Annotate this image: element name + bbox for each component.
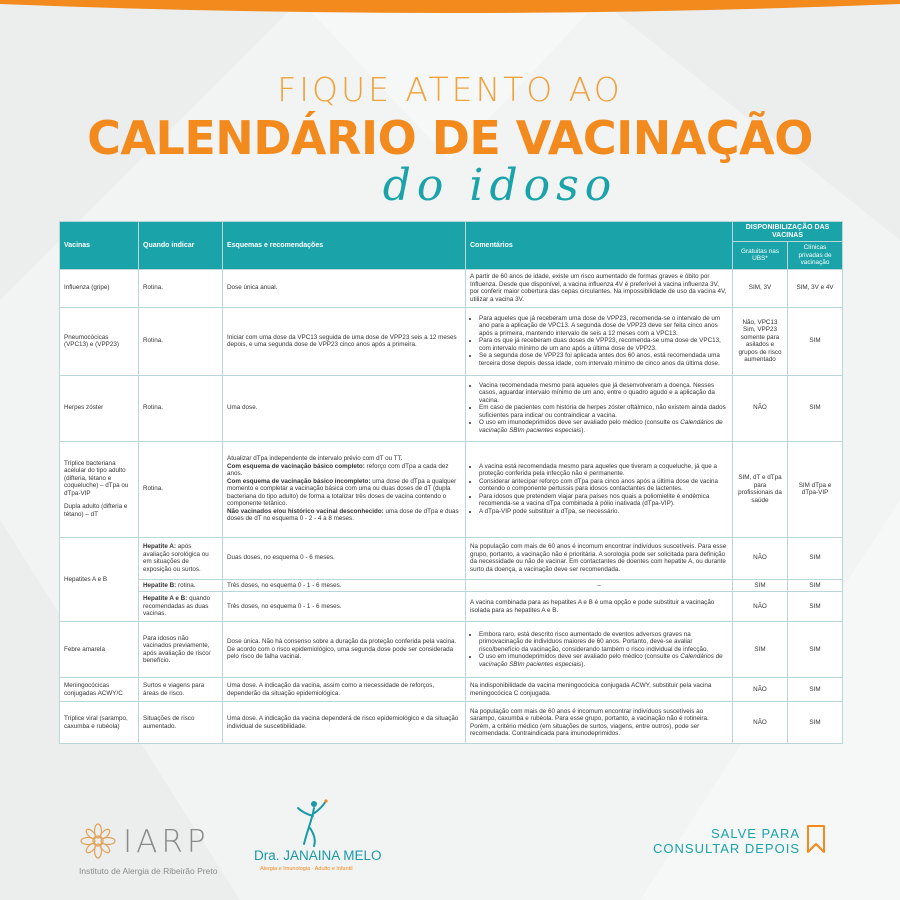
- comment-text: O uso em imunodeprimidos deve ser avaliado pelo médico (consulte os: [479, 653, 681, 661]
- scheme-text: uma dose de dTpa a qualquer momento e completar a vacinação básica com uma ou duas doses de dT (dupla bacteriana do tipo adulto) de forma a totalizar três doses de vacina contendo o componente tetânico.: [227, 477, 457, 508]
- header-comentarios: Comentários: [466, 222, 733, 270]
- header-disponibilizacao: DISPONIBILIZAÇÃO DAS VACINAS: [733, 222, 843, 242]
- table-row: [60, 375, 843, 441]
- vaccine-name-triplice: Tríplice bacteriana acelular do tipo adulto (difteria, tétano e coqueluche) – dTpa ou dTpa-VIP: [64, 459, 129, 497]
- ubs-availability: NÃO: [733, 592, 788, 622]
- scheme-line: [227, 478, 461, 508]
- clinic-availability: SIM: [788, 592, 843, 622]
- scheme-label: Com esquema de vacinação básico incompleto:: [227, 477, 371, 485]
- comment-bullet: • Para os que já receberam duas doses de VPP23, recomenda-se uma dose de VPC13, com intervalo mínimo de um ano após a última dose de VPP23.: [479, 337, 728, 352]
- table-row: [60, 678, 843, 702]
- ubs-availability: SIM: [733, 579, 788, 592]
- indication-label: Hepatite A:: [143, 543, 177, 550]
- clinic-availability: SIM dTpa e dTpa-VIP: [788, 441, 843, 537]
- vaccine-name: Herpes zóster: [60, 375, 139, 441]
- ubs-availability: Não, VPC13 Sim, VPP23 somente para asilados e grupos de risco aumentado: [733, 307, 788, 375]
- scheme: Três doses, no esquema 0 - 1 - 6 meses.: [223, 592, 466, 622]
- comment: [466, 441, 733, 537]
- table-row: [60, 579, 843, 592]
- page-header: [0, 70, 900, 210]
- indication: Rotina.: [139, 307, 223, 375]
- indication: Situações de risco aumentado.: [139, 702, 223, 744]
- indication-text: rotina.: [176, 581, 196, 589]
- comment: Na população com mais de 60 anos é incomum encontrar indivíduos suscetíveis ao sarampo, caxumba e rubéola. Para esse grupo, portanto, a vacinação não é rotineira. Porém, a critério médico (em situações de surtos, viagens, entre outros), pode ser recomendada. Contraindicada para imunodeprimidos.: [466, 702, 733, 744]
- comment: –: [466, 579, 733, 592]
- indication: [139, 579, 223, 592]
- comment-bullet: • Para aqueles que já receberam uma dose de VPP23, recomenda-se o intervalo de um ano para a aplicação de VPC13. A segunda dose de VPP23 deve ser feita cinco anos após a primeira, mantendo intervalo de seis a 12 meses com a VPC13.: [479, 315, 728, 338]
- ubs-availability: NÃO: [733, 702, 788, 744]
- save-line-1: SALVE PARA: [711, 826, 800, 841]
- clinic-availability: SIM, 3V e 4V: [788, 269, 843, 307]
- comment-bullet: • Embora raro, está descrito risco aumentado de eventos adversos graves na primovacinação de indivíduos maiores de 60 anos. Portanto, deve-se avaliar risco/benefício da vacinação, considerando também o risco individual de infecção.: [479, 631, 728, 654]
- dra-name: Dra. JANAINA MELO: [254, 848, 382, 863]
- clinic-availability: SIM: [788, 702, 843, 744]
- iarp-wordmark: IARP: [123, 824, 210, 860]
- comment-text: ).: [581, 660, 586, 668]
- clinic-availability: SIM: [788, 537, 843, 579]
- comment: [466, 375, 733, 441]
- dra-specialty: Alergia e Imunologia · Adulto e Infantil: [260, 866, 353, 872]
- table-row: [60, 307, 843, 375]
- comment: [466, 622, 733, 678]
- comment-bullet: • Se a segunda dose de VPP23 foi aplicada antes dos 60 anos, está recomendada uma terceira dose depois dessa idade, com intervalo mínimo de cinco anos da última dose.: [479, 352, 728, 367]
- header-clinicas: Clínicas privadas de vacinação: [788, 242, 843, 270]
- comment-text: ).: [581, 426, 586, 434]
- comment-bullet: • A dTpa-VIP pode substituir a dTpa, se necessário.: [479, 508, 728, 516]
- indication: Rotina.: [139, 269, 223, 307]
- comment-bullet: [479, 653, 728, 668]
- indication-text: após avaliação sorológica ou em situações de exposição ou surtos.: [143, 543, 209, 573]
- clinic-availability: SIM: [788, 375, 843, 441]
- indication-label: Hepatite B:: [143, 581, 177, 589]
- comment: Na população com mais de 60 anos é incomum encontrar indivíduos suscetíveis. Para esse grupo, portanto, a vacinação não é prioritária. A sorologia pode ser solicitada para definição da necessidade ou não de vacinar. Em contactantes de doentes com hepatite A, ou durante surto da doença, a vacinação deve ser recomendada.: [466, 537, 733, 579]
- scheme: Três doses, no esquema 0 - 1 - 6 meses.: [223, 579, 466, 592]
- scheme: Iniciar com uma dose da VPC13 seguida de uma dose de VPP23 seis a 12 meses depois, e uma segunda dose de VPP23 cinco anos após a primeira.: [223, 307, 466, 375]
- ubs-availability: NÃO: [733, 537, 788, 579]
- vaccine-name-dupla: Dupla adulto (difteria e tétano) – dT: [64, 503, 128, 518]
- header-esquemas: Esquemas e recomendações: [223, 222, 466, 270]
- clinic-availability: SIM: [788, 307, 843, 375]
- vaccine-name: Meningocócicas conjugadas ACWY/C: [60, 678, 139, 702]
- comment-bullet: • Em caso de pacientes com história de herpes zóster oftálmico, não existem ainda dados suficientes para indicar ou contraindicar a vacina.: [479, 404, 728, 419]
- header-vacinas: Vacinas: [60, 222, 139, 270]
- scheme: Uma dose. A indicação da vacina, assim como a necessidade de reforços, dependerão da situação epidemiológica.: [223, 678, 466, 702]
- comment-bullet: • Considerar antecipar reforço com dTpa para cinco anos após a última dose de vacina contendo o componente pertussis para idosos contactantes de lactentes.: [479, 478, 728, 493]
- comment-reference: Calendários de vacinação SBIm pacientes especiais: [479, 653, 723, 668]
- ubs-availability: SIM, dT e dTpa para profissionais da saúde: [733, 441, 788, 537]
- scheme: Uma dose.: [223, 375, 466, 441]
- scheme-line: [227, 463, 461, 478]
- table-row: [60, 622, 843, 678]
- footer: [0, 790, 900, 900]
- comment-bullet: [479, 419, 728, 434]
- scheme: Uma dose. A indicação da vacina dependerá de risco epidemiológico e da situação individual de suscetibilidade.: [223, 702, 466, 744]
- vaccination-table: [59, 221, 842, 744]
- vaccine-name: Hepatites A e B: [60, 537, 139, 622]
- ubs-availability: SIM, 3V: [733, 269, 788, 307]
- table-row: [60, 269, 843, 307]
- comment-reference: Calendários de vacinação SBIm pacientes especiais: [479, 419, 723, 434]
- comment: [466, 307, 733, 375]
- comment-bullet: • A vacina está recomendada mesmo para aqueles que tiveram a coqueluche, já que a proteção conferida pela infecção não é permanente.: [479, 463, 728, 478]
- vaccine-name: [60, 441, 139, 537]
- vaccine-name: Tríplice viral (sarampo, caxumba e rubéola): [60, 702, 139, 744]
- scheme-label: Não vacinados e/ou histórico vacinal desconhecido:: [227, 507, 384, 515]
- title-line-1: FIQUE ATENTO AO: [277, 70, 623, 109]
- table-row: [60, 702, 843, 744]
- indication-label: Hepatite A e B:: [143, 595, 188, 603]
- scheme-line: Atualizar dTpa independente de intervalo prévio com dT ou TT.: [227, 455, 403, 463]
- indication-text: quando recomendadas as duas vacinas.: [143, 595, 211, 618]
- indication: Para idosos não vacinados previamente, após avaliação de risco/ benefício.: [139, 622, 223, 678]
- indication: [139, 592, 223, 622]
- scheme-text: uma dose de dTpa e duas doses de dT no esquema 0 - 2 - 4 a 8 meses.: [227, 507, 459, 523]
- indication: Rotina.: [139, 375, 223, 441]
- save-line-2: CONSULTAR DEPOIS: [653, 841, 800, 856]
- clinic-availability: SIM: [788, 678, 843, 702]
- vaccine-name: Pneumocócicas (VPC13) e (VPP23): [60, 307, 139, 375]
- comment: A vacina combinada para as hepatites A e B é uma opção e pode substituir a vacinação isolada para as hepatites A e B.: [466, 592, 733, 622]
- scheme: Duas doses, no esquema 0 - 6 meses.: [223, 537, 466, 579]
- comment-bullet: • Para idosos que pretendem viajar para países nos quais a poliomielite é endêmica recomenda-se a vacina dTpa combinada à pólio inativada (dTpa-VIP).: [479, 493, 728, 508]
- scheme: [223, 441, 466, 537]
- save-note: [640, 826, 800, 856]
- scheme-line: [227, 508, 461, 523]
- comment-bullet: • Vacina recomendada mesmo para aqueles que já desenvolveram a doença. Nesses casos, aguardar intervalo mínimo de um ano, entre o quadro agudo e a aplicação da vacina.: [479, 382, 728, 405]
- ubs-availability: NÃO: [733, 678, 788, 702]
- scheme-label: Com esquema de vacinação básico completo:: [227, 462, 365, 470]
- title-line-3: do idoso: [382, 160, 618, 211]
- scheme: Dose única anual.: [223, 269, 466, 307]
- indication: Surtos e viagens para áreas de risco.: [139, 678, 223, 702]
- comment: Na indisponibilidade da vacina meningocócica conjugada ACWY, substituir pela vacina meningocócica C conjugada.: [466, 678, 733, 702]
- clinic-availability: SIM: [788, 579, 843, 592]
- header-quando: Quando indicar: [139, 222, 223, 270]
- scheme-text: reforço com dTpa a cada dez anos.: [227, 462, 449, 478]
- vaccine-name: Febre amarela: [60, 622, 139, 678]
- indication: [139, 537, 223, 579]
- scheme: Dose única. Não há consenso sobre a duração da proteção conferida pela vacina. De acordo com o risco epidemiológico, uma segunda dose pode ser considerada pelo risco de falha vacinal.: [223, 622, 466, 678]
- dra-figure-logo-icon: [292, 798, 332, 848]
- title-line-2: CALENDÁRIO DE VACINAÇÃO: [87, 111, 813, 165]
- iarp-subtitle: Instituto de Alergia de Ribeirão Preto: [79, 866, 218, 876]
- comment: A partir de 60 anos de idade, existe um risco aumentado de formas graves e óbito por Influenza. Desde que disponível, a vacina influenza 4V é preferível à vacina influenza 3V, por conferir maior cobertura das cepas circulantes. Na impossibilidade de uso da vacina 4V, utilizar a vacina 3V.: [466, 269, 733, 307]
- table-row: [60, 537, 843, 579]
- header-ubs: Gratuitas nas UBS*: [733, 242, 788, 270]
- top-accent-bar: [0, 0, 900, 14]
- clinic-availability: SIM: [788, 622, 843, 678]
- table-row: [60, 592, 843, 622]
- comment-text: O uso em imunodeprimidos deve ser avaliado pelo médico (consulte os: [479, 419, 681, 427]
- bookmark-icon: [806, 824, 826, 854]
- vaccine-name: Influenza (gripe): [60, 269, 139, 307]
- ubs-availability: NÃO: [733, 375, 788, 441]
- table-row: [60, 441, 843, 537]
- iarp-flower-logo-icon: [79, 822, 117, 860]
- ubs-availability: SIM: [733, 622, 788, 678]
- dra-logo: [254, 798, 394, 888]
- indication: Rotina.: [139, 441, 223, 537]
